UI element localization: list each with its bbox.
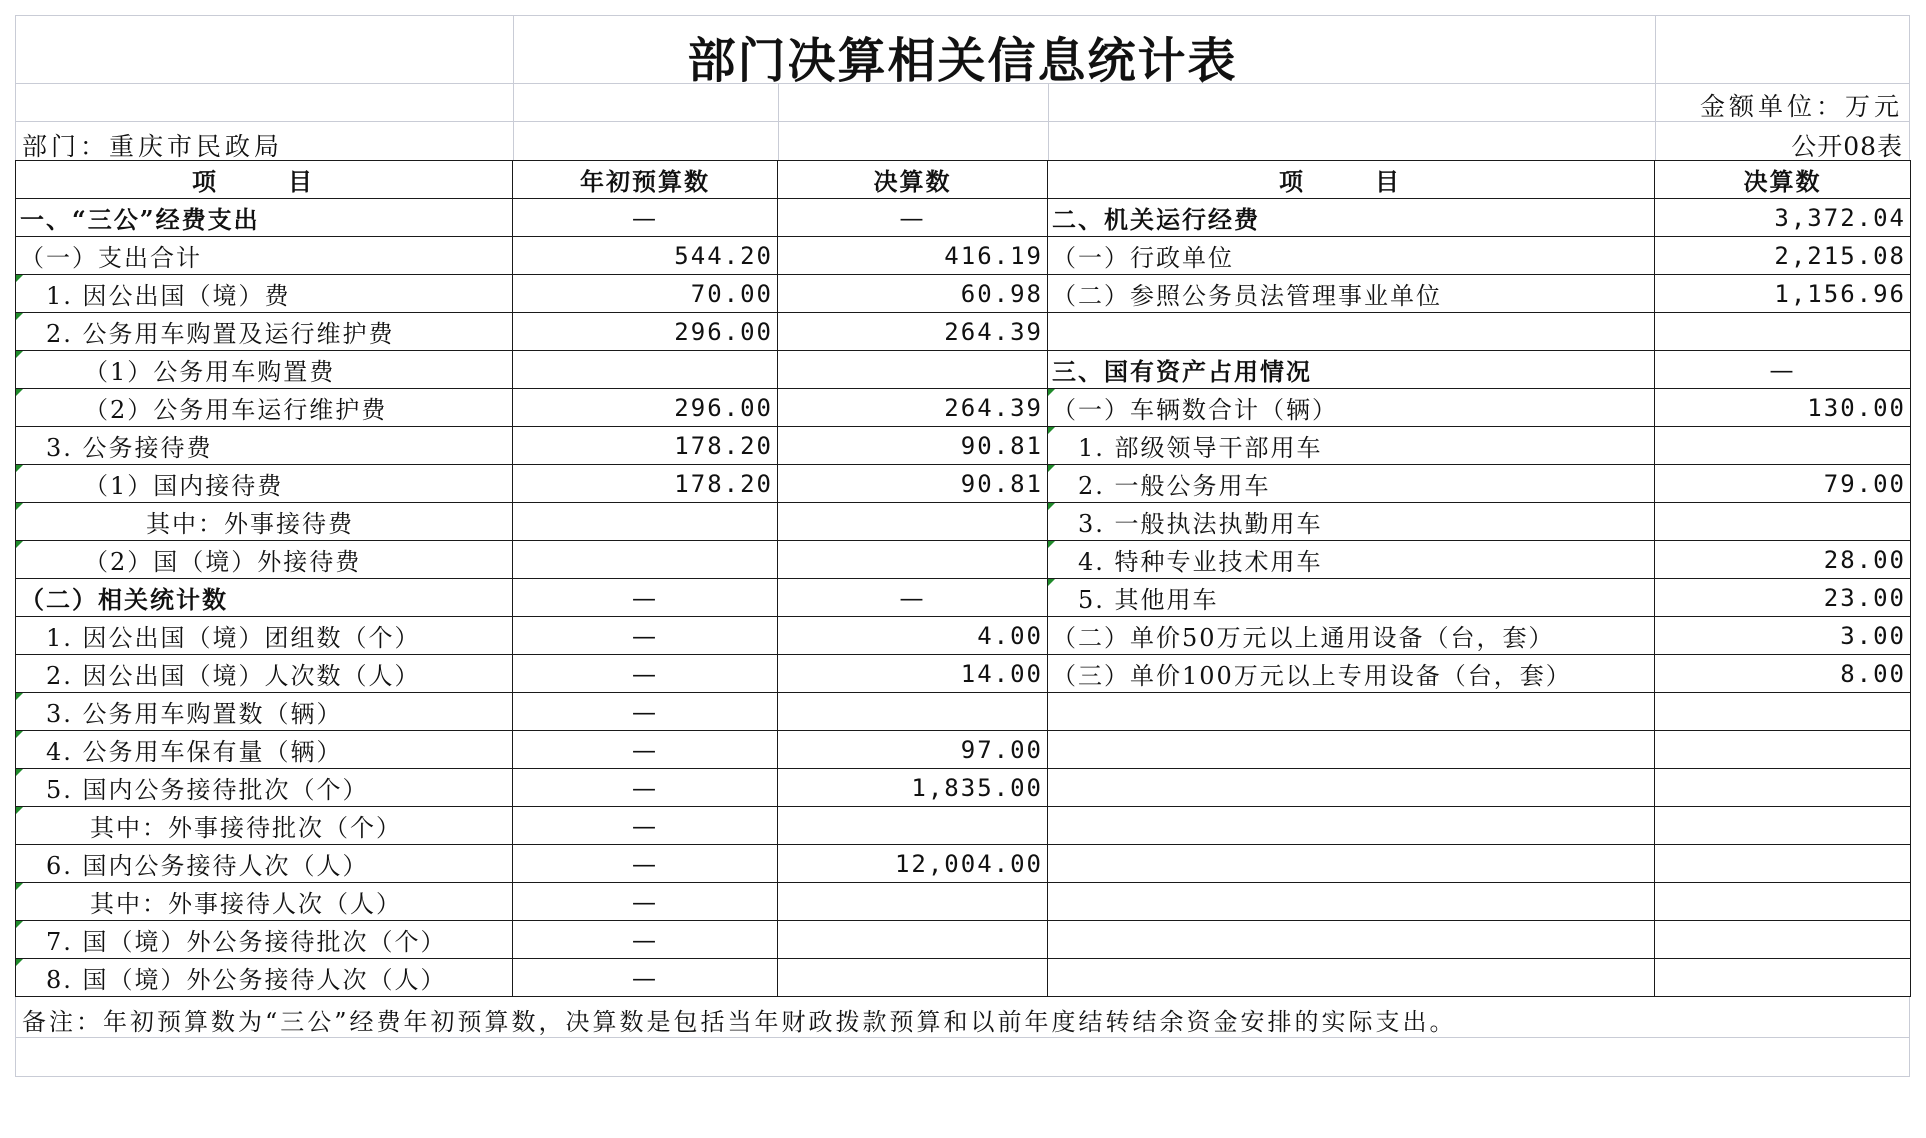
table-row xyxy=(16,313,1911,351)
row-item-label[interactable]: 1. 因公出国（境）费 xyxy=(16,275,513,313)
table-row xyxy=(16,503,1911,541)
row-budget-value[interactable] xyxy=(513,351,778,389)
table-row xyxy=(16,275,1911,313)
amount-unit: 金额单位：万元 xyxy=(1699,92,1903,121)
row-right-value[interactable]: 3.00 xyxy=(1655,617,1911,655)
row-budget-value[interactable]: 178.20 xyxy=(513,465,778,503)
row-right-value[interactable] xyxy=(1655,693,1911,731)
table-row xyxy=(16,351,1911,389)
row-item-label[interactable]: 1. 因公出国（境）团组数（个） xyxy=(16,617,513,655)
row-right-item-label[interactable] xyxy=(1048,807,1655,845)
row-actual-value[interactable]: 60.98 xyxy=(778,275,1048,313)
row-item-label[interactable]: 5. 国内公务接待批次（个） xyxy=(16,769,513,807)
row-budget-value[interactable]: 70.00 xyxy=(513,275,778,313)
unit-row xyxy=(16,84,1909,122)
row-item-label[interactable]: 其中：外事接待费 xyxy=(16,503,513,541)
row-actual-value[interactable] xyxy=(778,921,1048,959)
row-item-label[interactable]: （1）国内接待费 xyxy=(16,465,513,503)
row-actual-value[interactable]: — xyxy=(778,199,1048,237)
row-right-item-label[interactable] xyxy=(1048,313,1655,351)
table-row xyxy=(16,959,1911,997)
row-right-item-label[interactable]: 5. 其他用车 xyxy=(1048,579,1655,617)
title-row xyxy=(16,15,1909,89)
row-right-value[interactable] xyxy=(1655,959,1911,997)
row-item-label[interactable]: 2. 公务用车购置及运行维护费 xyxy=(16,313,513,351)
row-item-label[interactable]: 3. 公务接待费 xyxy=(16,427,513,465)
table-row xyxy=(16,465,1911,503)
spreadsheet xyxy=(15,15,1910,1077)
row-budget-value[interactable]: 178.20 xyxy=(513,427,778,465)
row-budget-value[interactable] xyxy=(513,503,778,541)
table-row xyxy=(16,237,1911,275)
table-row xyxy=(16,617,1911,655)
table-row xyxy=(16,693,1911,731)
row-right-value[interactable] xyxy=(1655,503,1911,541)
row-right-value[interactable] xyxy=(1655,769,1911,807)
row-right-value[interactable]: 2,215.08 xyxy=(1655,237,1911,275)
table-row xyxy=(16,807,1911,845)
row-right-item-label[interactable]: 2. 一般公务用车 xyxy=(1048,465,1655,503)
row-item-label[interactable]: 4. 公务用车保有量（辆） xyxy=(16,731,513,769)
note-row xyxy=(15,997,1910,1038)
row-right-value[interactable] xyxy=(1655,921,1911,959)
row-item-label[interactable]: 其中：外事接待批次（个） xyxy=(16,807,513,845)
row-item-label[interactable]: （2）国（境）外接待费 xyxy=(16,541,513,579)
row-right-item-label[interactable]: （二）参照公务员法管理事业单位 xyxy=(1048,275,1655,313)
row-actual-value[interactable]: 416.19 xyxy=(778,237,1048,275)
row-budget-value[interactable]: 544.20 xyxy=(513,237,778,275)
table-row xyxy=(16,883,1911,921)
row-budget-value[interactable]: — xyxy=(513,845,778,883)
row-right-item-label[interactable]: 3. 一般执法执勤用车 xyxy=(1048,503,1655,541)
department-row xyxy=(16,122,1909,160)
row-actual-value[interactable]: 1,835.00 xyxy=(778,769,1048,807)
statistics-table xyxy=(15,160,1911,997)
row-right-item-label[interactable]: （三）单价100万元以上专用设备（台，套） xyxy=(1048,655,1655,693)
table-row xyxy=(16,579,1911,617)
table-row xyxy=(16,731,1911,769)
row-right-item-label[interactable] xyxy=(1048,769,1655,807)
row-budget-value[interactable]: — xyxy=(513,579,778,617)
row-right-value[interactable]: 130.00 xyxy=(1655,389,1911,427)
row-right-item-label[interactable]: （二）单价50万元以上通用设备（台，套） xyxy=(1048,617,1655,655)
table-row xyxy=(16,389,1911,427)
header-item: 项 目 xyxy=(16,161,513,199)
row-budget-value[interactable]: — xyxy=(513,731,778,769)
row-item-label[interactable]: 7. 国（境）外公务接待批次（个） xyxy=(16,921,513,959)
row-right-item-label[interactable]: 二、机关运行经费 xyxy=(1048,199,1655,237)
row-actual-value[interactable] xyxy=(778,883,1048,921)
table-row xyxy=(16,427,1911,465)
row-right-item-label[interactable] xyxy=(1048,959,1655,997)
row-item-label[interactable]: （二）相关统计数 xyxy=(16,579,513,617)
row-right-value[interactable]: 1,156.96 xyxy=(1655,275,1911,313)
row-right-value[interactable]: 3,372.04 xyxy=(1655,199,1911,237)
row-right-value[interactable] xyxy=(1655,883,1911,921)
blank-row xyxy=(15,1038,1910,1077)
row-budget-value[interactable]: 296.00 xyxy=(513,389,778,427)
row-actual-value[interactable]: 12,004.00 xyxy=(778,845,1048,883)
row-budget-value[interactable]: — xyxy=(513,921,778,959)
row-budget-value[interactable]: — xyxy=(513,769,778,807)
row-item-label[interactable]: 一、“三公”经费支出 xyxy=(16,199,513,237)
row-budget-value[interactable]: 296.00 xyxy=(513,313,778,351)
row-right-item-label[interactable] xyxy=(1048,845,1655,883)
table-row xyxy=(16,655,1911,693)
table-number: 公开08表 xyxy=(1791,132,1903,161)
row-actual-value[interactable]: 14.00 xyxy=(778,655,1048,693)
table-row xyxy=(16,541,1911,579)
row-actual-value[interactable] xyxy=(778,807,1048,845)
row-right-item-label[interactable]: 三、国有资产占用情况 xyxy=(1048,351,1655,389)
row-right-value[interactable] xyxy=(1655,807,1911,845)
row-budget-value[interactable]: — xyxy=(513,883,778,921)
row-budget-value[interactable]: — xyxy=(513,807,778,845)
row-item-label[interactable]: 8. 国（境）外公务接待人次（人） xyxy=(16,959,513,997)
department-label: 部门：重庆市民政局 xyxy=(22,132,284,161)
row-right-value[interactable] xyxy=(1655,313,1911,351)
table-header-row xyxy=(16,161,1911,199)
row-item-label[interactable]: （一）支出合计 xyxy=(16,237,513,275)
row-right-value[interactable] xyxy=(1655,731,1911,769)
row-actual-value[interactable]: 264.39 xyxy=(778,389,1048,427)
header-item-right: 项 目 xyxy=(1048,161,1655,199)
sheet-header xyxy=(15,15,1910,160)
row-right-value[interactable]: 79.00 xyxy=(1655,465,1911,503)
table-row xyxy=(16,769,1911,807)
row-right-item-label[interactable] xyxy=(1048,731,1655,769)
row-budget-value[interactable]: — xyxy=(513,959,778,997)
header-budget: 年初预算数 xyxy=(513,161,778,199)
row-actual-value[interactable] xyxy=(778,503,1048,541)
row-right-item-label[interactable]: 4. 特种专业技术用车 xyxy=(1048,541,1655,579)
row-item-label[interactable]: 3. 公务用车购置数（辆） xyxy=(16,693,513,731)
table-row xyxy=(16,199,1911,237)
header-actual: 决算数 xyxy=(778,161,1048,199)
row-right-value[interactable]: 28.00 xyxy=(1655,541,1911,579)
header-actual-right: 决算数 xyxy=(1655,161,1911,199)
row-actual-value[interactable]: 97.00 xyxy=(778,731,1048,769)
row-right-item-label[interactable]: 1. 部级领导干部用车 xyxy=(1048,427,1655,465)
row-budget-value[interactable]: — xyxy=(513,617,778,655)
row-right-item-label[interactable]: （一）行政单位 xyxy=(1048,237,1655,275)
row-right-item-label[interactable] xyxy=(1048,883,1655,921)
row-actual-value[interactable]: — xyxy=(778,579,1048,617)
row-item-label[interactable]: 2. 因公出国（境）人次数（人） xyxy=(16,655,513,693)
row-right-value[interactable] xyxy=(1655,845,1911,883)
row-actual-value[interactable]: 4.00 xyxy=(778,617,1048,655)
footnote: 备注：年初预算数为“三公”经费年初预算数，决算数是包括当年财政拨款预算和以前年度结转结余资金安排的实际支出。 xyxy=(22,1008,1457,1036)
row-right-item-label[interactable] xyxy=(1048,921,1655,959)
row-actual-value[interactable]: 264.39 xyxy=(778,313,1048,351)
row-right-value[interactable] xyxy=(1655,427,1911,465)
row-actual-value[interactable]: 90.81 xyxy=(778,465,1048,503)
row-budget-value[interactable]: — xyxy=(513,655,778,693)
row-right-item-label[interactable] xyxy=(1048,693,1655,731)
row-right-value[interactable]: 23.00 xyxy=(1655,579,1911,617)
row-item-label[interactable]: 其中：外事接待人次（人） xyxy=(16,883,513,921)
row-item-label[interactable]: （1）公务用车购置费 xyxy=(16,351,513,389)
row-actual-value[interactable] xyxy=(778,541,1048,579)
table-row xyxy=(16,845,1911,883)
row-right-item-label[interactable]: （一）车辆数合计（辆） xyxy=(1048,389,1655,427)
row-actual-value[interactable]: 90.81 xyxy=(778,427,1048,465)
table-row xyxy=(16,921,1911,959)
row-budget-value[interactable] xyxy=(513,541,778,579)
row-actual-value[interactable] xyxy=(778,959,1048,997)
row-item-label[interactable]: 6. 国内公务接待人次（人） xyxy=(16,845,513,883)
row-actual-value[interactable] xyxy=(778,351,1048,389)
row-item-label[interactable]: （2）公务用车运行维护费 xyxy=(16,389,513,427)
row-right-value[interactable]: 8.00 xyxy=(1655,655,1911,693)
row-right-value[interactable]: — xyxy=(1655,351,1911,389)
page-title: 部门决算相关信息统计表 xyxy=(687,33,1238,89)
row-actual-value[interactable] xyxy=(778,693,1048,731)
row-budget-value[interactable]: — xyxy=(513,199,778,237)
row-budget-value[interactable]: — xyxy=(513,693,778,731)
